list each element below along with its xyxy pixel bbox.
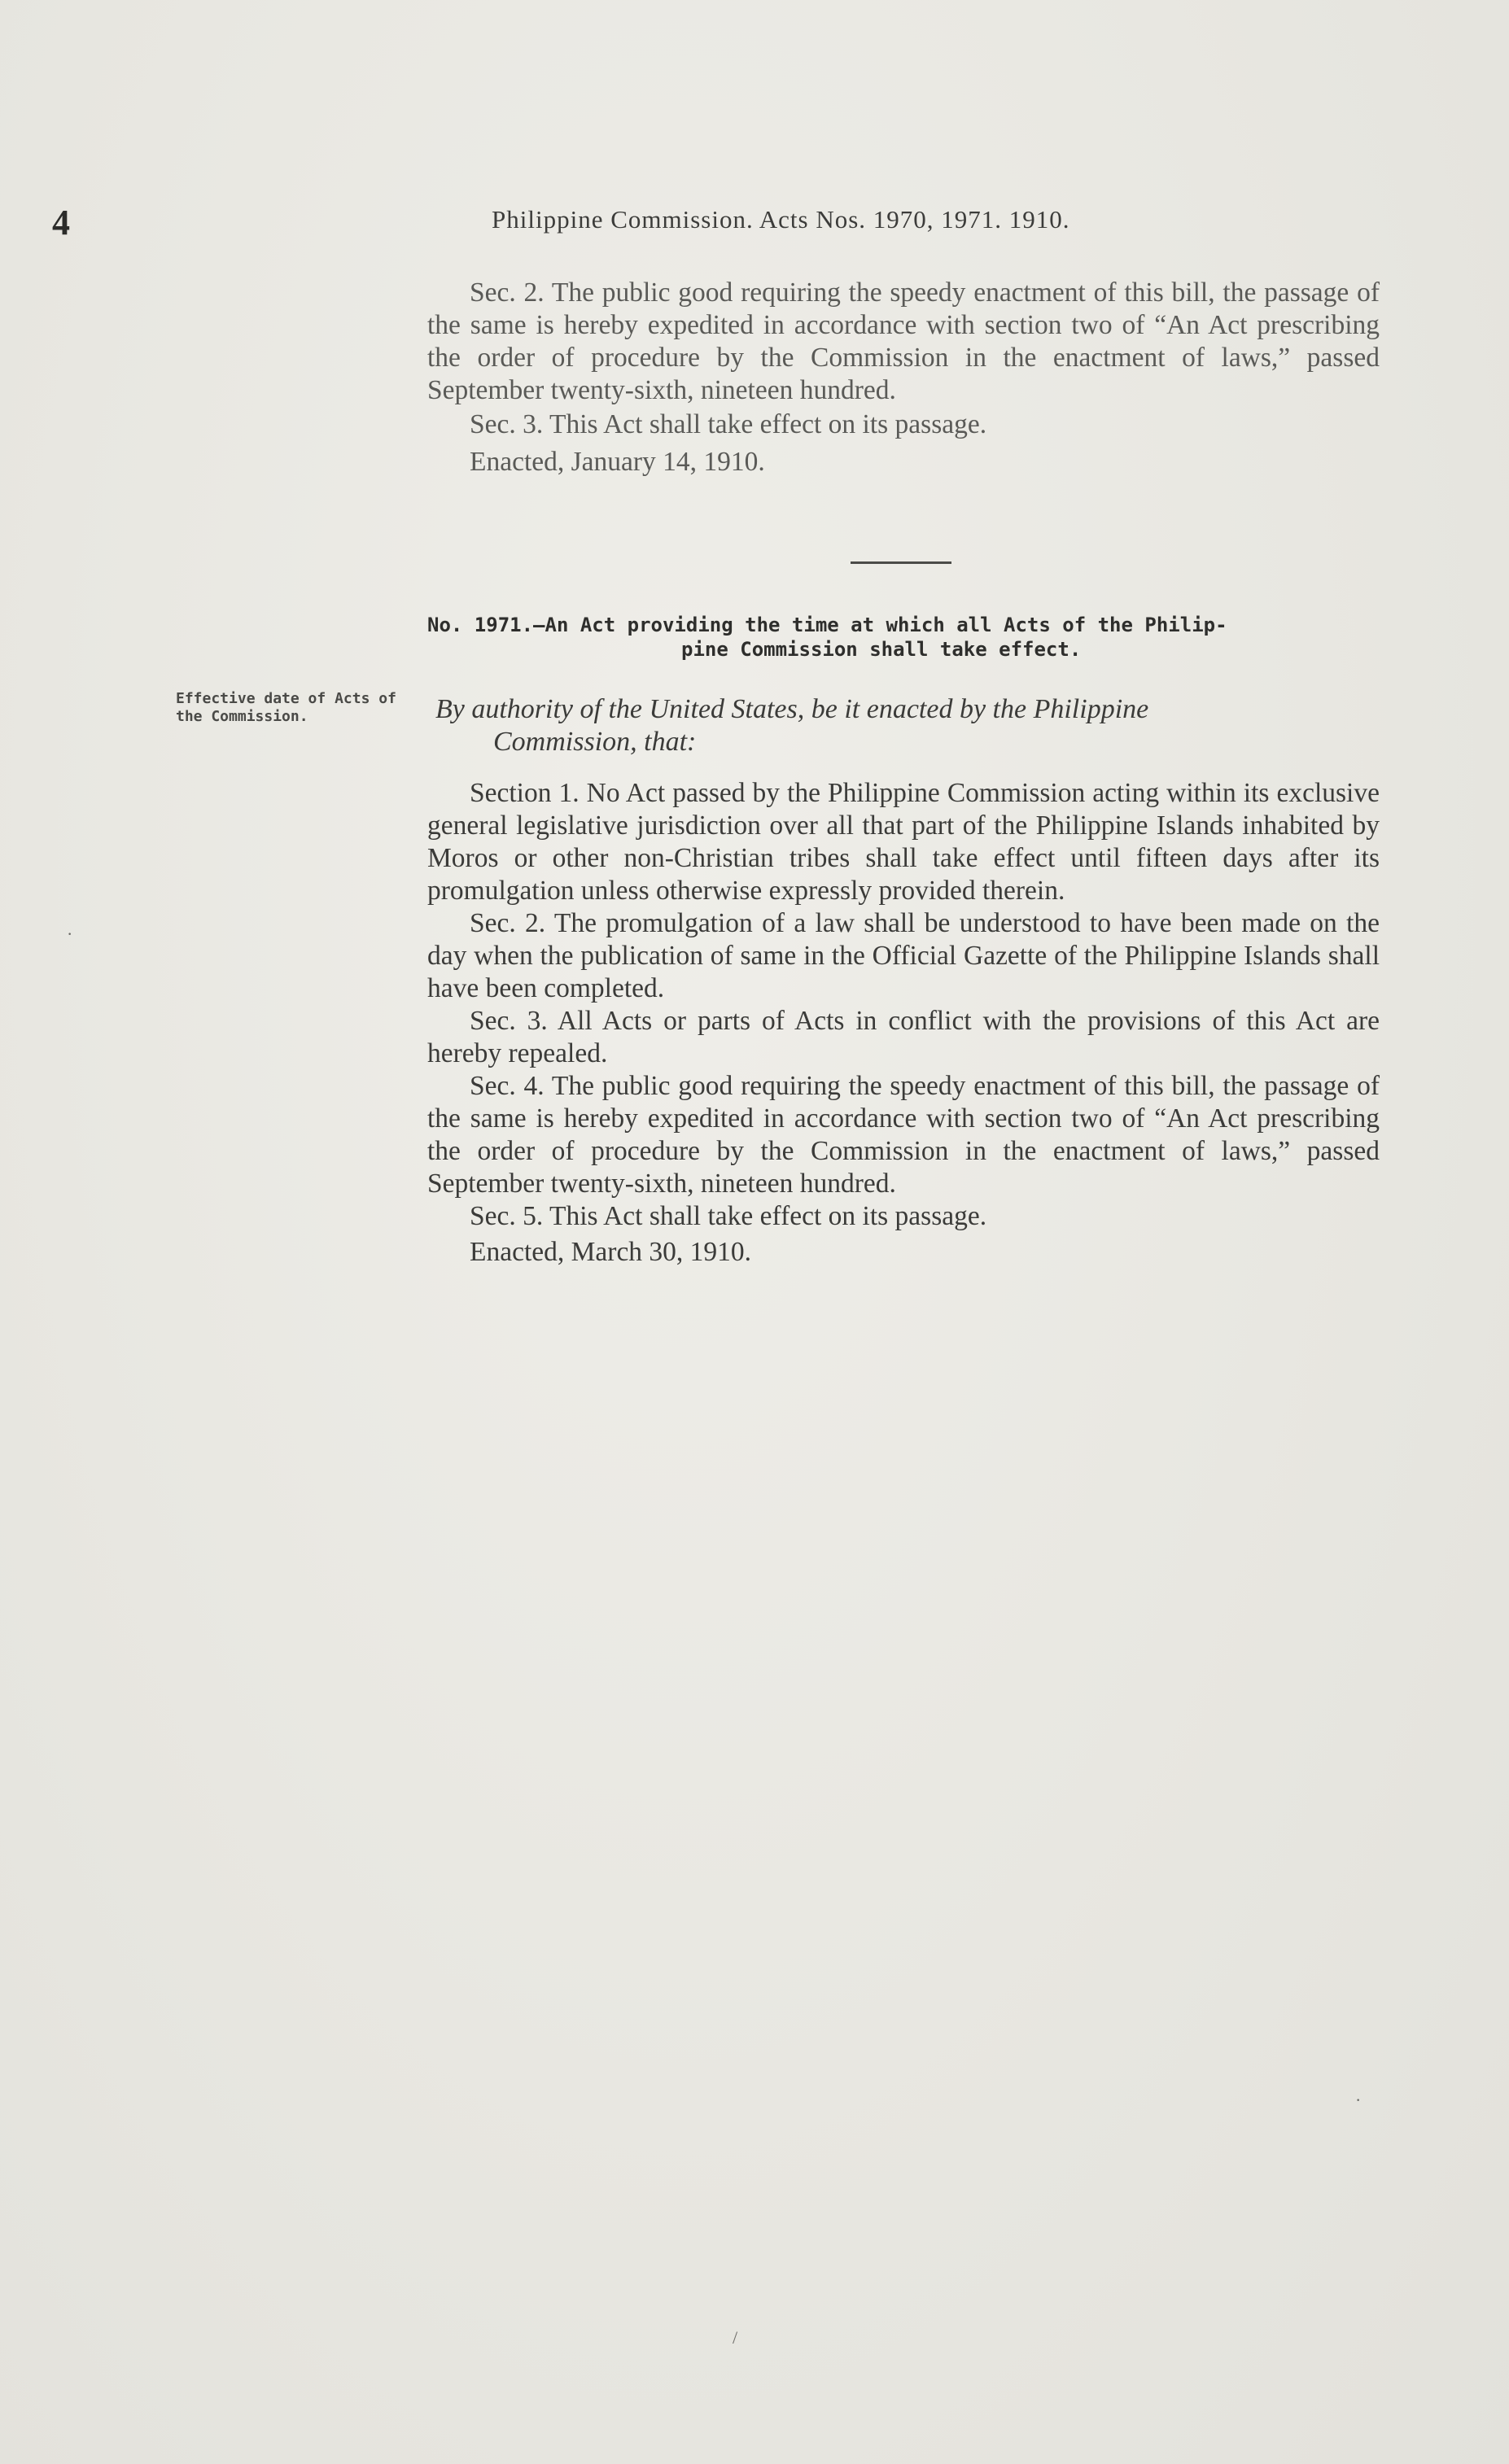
act-1971-sec-2: Sec. 2. The promulgation of a law shall be understood to have been made on the day when the publication of same in the Official Gazette of the Philippine Islands shall have been completed. [427,908,1380,1003]
act-1970-enacted: Enacted, January 14, 1910. [470,447,765,477]
act-1970-sec-2: Sec. 2. The public good requiring the speedy enactment of this bill, the passage of the same is hereby expedited in accordance with section two of “An Act prescribing the order of procedure by the Commission in the enactment of laws,” passed September twenty-sixth, nineteen hundred. [427,277,1380,405]
act-1971-title-line-1: No. 1971.—An Act providing the time at which all Acts of the Philip- [427,614,1227,636]
stray-mark: · [1355,2090,1362,2110]
act-1971-title-line-2: pine Commission shall take effect. [681,638,1082,661]
act-1971-sec-3: Sec. 3. All Acts or parts of Acts in conflict with the provisions of this Act are hereby repealed. [427,1006,1380,1068]
act-1971-sec-4: Sec. 4. The public good requiring the speedy enactment of this bill, the passage of the same is hereby expedited in accordance with section two of “An Act prescribing the order of procedure by the Commission in the enactment of laws,” passed September twenty-sixth, nineteen hundred. [427,1071,1380,1199]
act-1971-enacted: Enacted, March 30, 1910. [470,1237,752,1267]
act-1971-body [427,777,1380,1269]
act-1970-end [427,277,1380,478]
act-1971-title [427,613,1380,662]
section-divider [851,561,951,564]
stray-mark: · [67,924,73,944]
stray-mark: / [733,2327,738,2348]
running-head: Philippine Commission. Acts Nos. 1970, 1971. 1910. [492,205,1070,234]
act-1970-sec-3: Sec. 3. This Act shall take effect on its passage. [470,409,987,439]
act-1971-section-1: Section 1. No Act passed by the Philippine Commission acting within its exclusive general legislative jurisdiction over all that part of the Philippine Islands inhabited by Moros or other non-Christian tribes shall take effect until fifteen days after its promulgation unless otherwise expressly provided therein. [427,778,1380,906]
enacting-clause-line-2: Commission, that: [493,727,697,757]
margin-note: Effective date of Acts of the Commission. [176,690,396,725]
enacting-clause [435,693,1380,758]
act-1971-sec-5: Sec. 5. This Act shall take effect on its passage. [470,1201,987,1231]
page-number: 4 [52,203,70,242]
enacting-clause-line-1: By authority of the United States, be it enacted by the Philippine [435,694,1149,724]
